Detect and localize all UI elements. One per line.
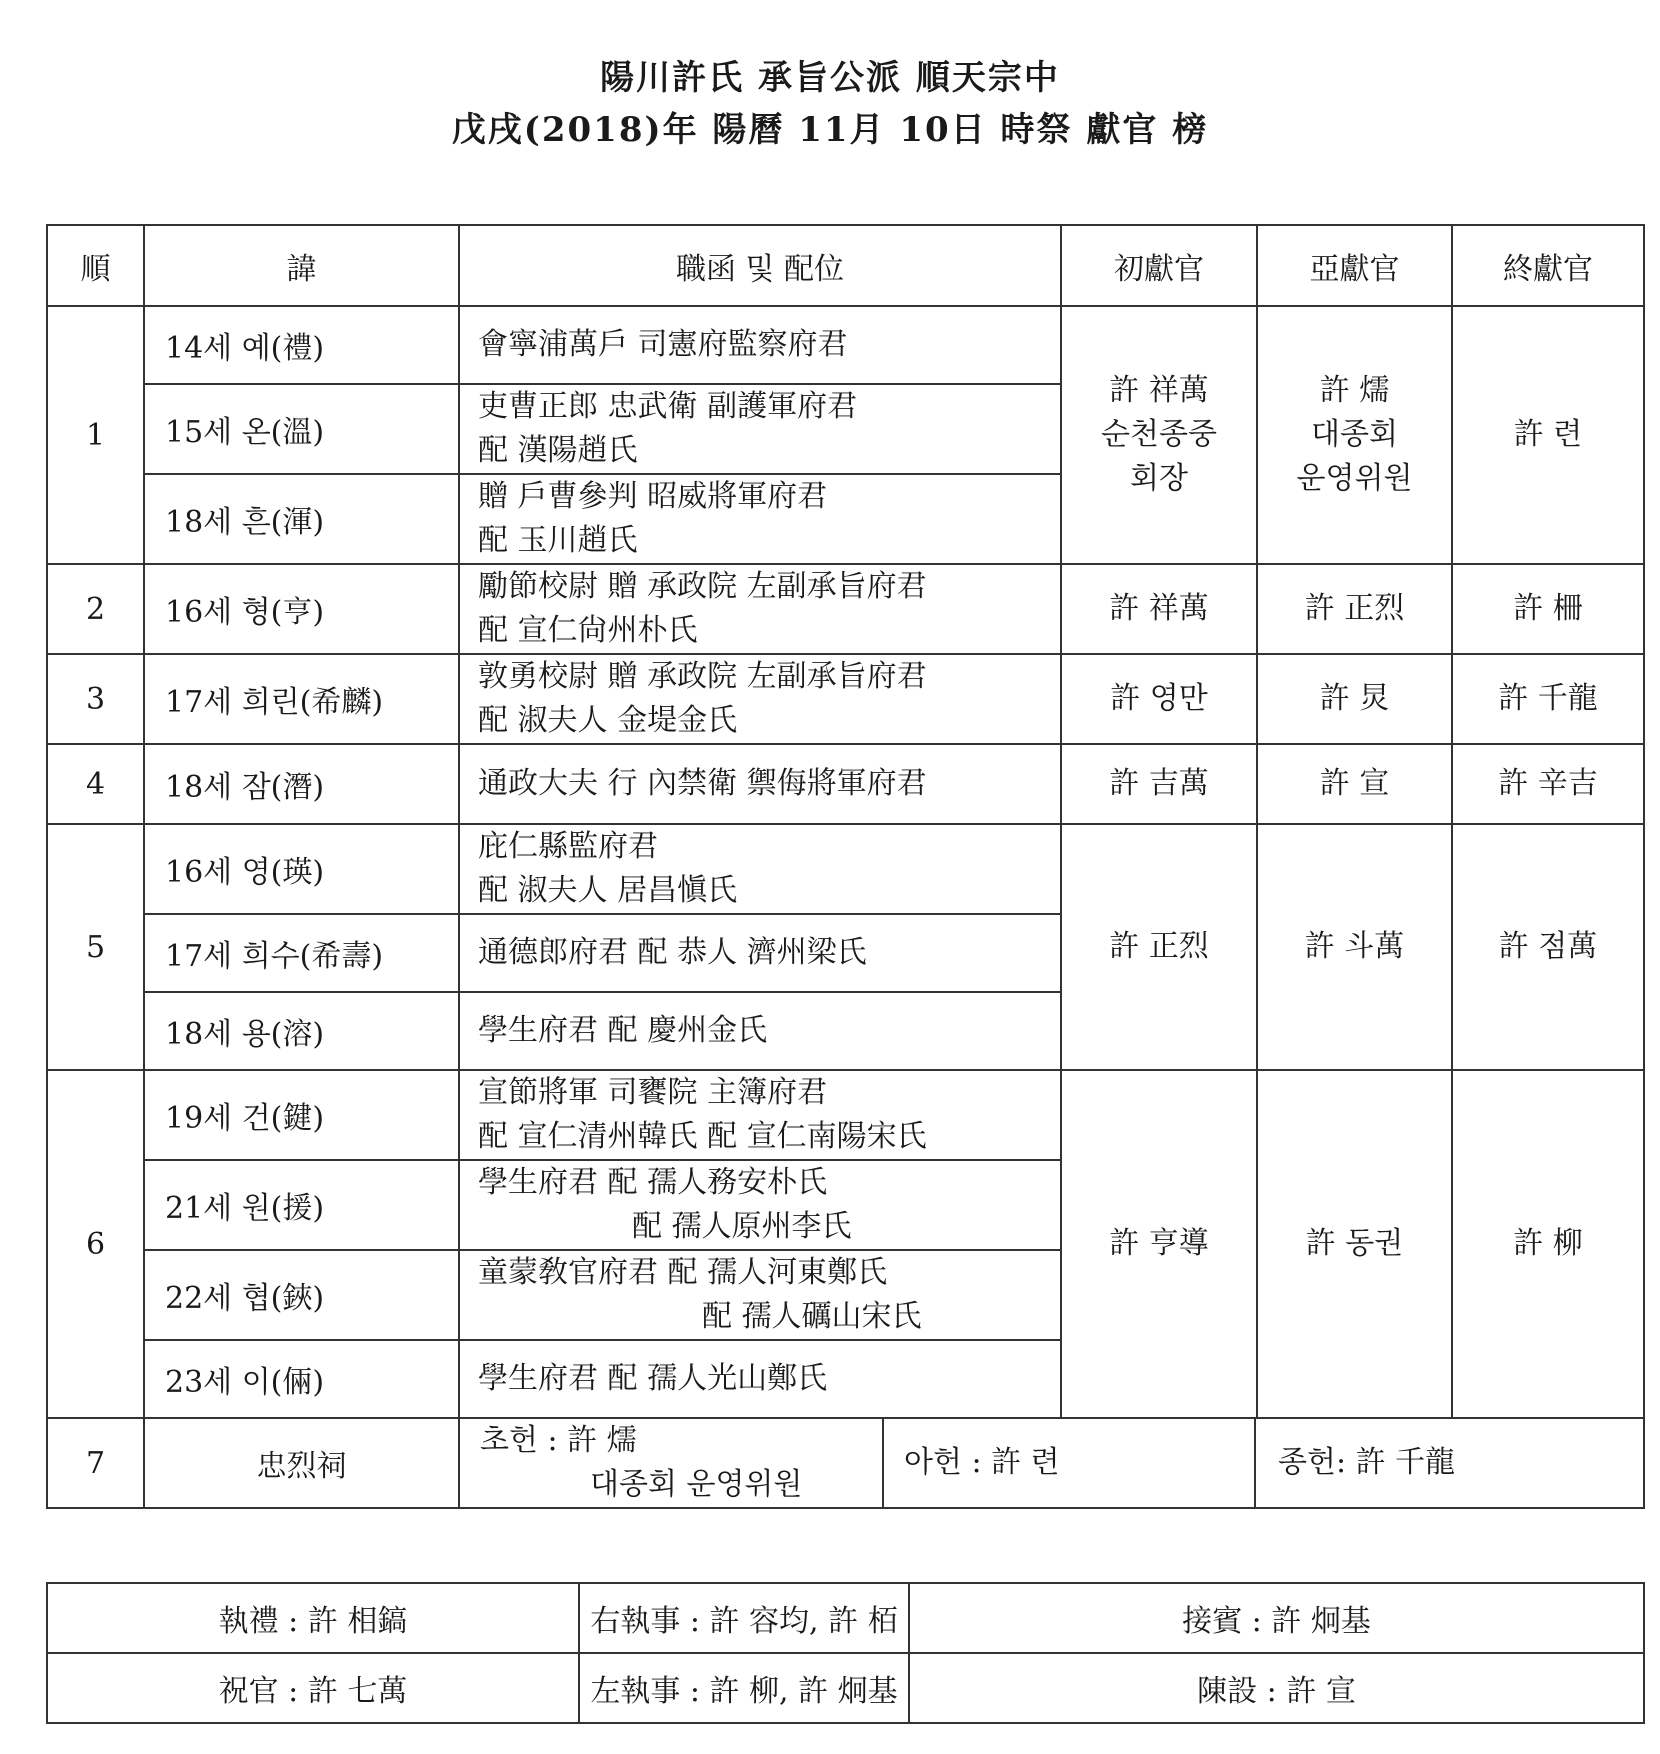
staff-cell: 祝官 : 許 七萬 <box>47 1653 579 1723</box>
final-officiant: 許 千龍 <box>1452 654 1644 744</box>
first-officiant: 許 祥萬 순천종중 회장 <box>1061 306 1257 564</box>
staff-cell: 左執事 : 許 柳, 許 炯基 <box>579 1653 909 1723</box>
table-row <box>47 1070 1644 1160</box>
shrine-name: 忠烈祠 <box>144 1418 459 1508</box>
second-officiant: 許 斗萬 <box>1257 824 1452 1070</box>
staff-cell: 陳設 : 許 宣 <box>909 1653 1644 1723</box>
staff-row <box>47 1653 1644 1723</box>
duty-text: 宣節將軍 司饔院 主簿府君 配 宣仁清州韓氏 配 宣仁南陽宋氏 <box>459 1070 1061 1160</box>
ancestor-name: 14세 예(禮) <box>144 306 459 384</box>
header-second-officiant: 亞獻官 <box>1257 225 1452 306</box>
final-officiant: 許 辛吉 <box>1452 744 1644 824</box>
table-row <box>47 654 1644 744</box>
table-row <box>47 824 1644 914</box>
ancestor-name: 16세 영(瑛) <box>144 824 459 914</box>
first-officiant-shrine: 초헌 : 許 燸 대종회 운영위원 <box>460 1419 884 1507</box>
first-officiant: 許 亨導 <box>1061 1070 1257 1418</box>
duty-text: 童蒙敎官府君 配 孺人河東鄭氏 配 孺人礪山宋氏 <box>459 1250 1061 1340</box>
order-number: 4 <box>47 744 144 824</box>
order-number: 6 <box>47 1070 144 1418</box>
table-row <box>47 306 1644 384</box>
table-row <box>47 564 1644 654</box>
duty-text: 敦勇校尉 贈 承政院 左副承旨府君 配 淑夫人 金堤金氏 <box>459 654 1061 744</box>
duty-text: 庇仁縣監府君 配 淑夫人 居昌愼氏 <box>459 824 1061 914</box>
final-officiant: 許 점萬 <box>1452 824 1644 1070</box>
duty-text: 學生府君 配 慶州金氏 <box>459 992 1061 1070</box>
ancestor-name: 17세 희수(希壽) <box>144 914 459 992</box>
second-officiant: 許 燸 대종회 운영위원 <box>1257 306 1452 564</box>
second-officiant: 許 炅 <box>1257 654 1452 744</box>
first-officiant: 許 영만 <box>1061 654 1257 744</box>
header-row <box>47 225 1644 306</box>
shrine-row <box>47 1418 1644 1508</box>
duty-text: 學生府君 配 孺人務安朴氏 配 孺人原州李氏 <box>459 1160 1061 1250</box>
header-final-officiant: 終獻官 <box>1452 225 1644 306</box>
officiant-table <box>46 224 1645 1509</box>
ancestor-name: 18세 흔(渾) <box>144 474 459 564</box>
duty-text: 通德郎府君 配 恭人 濟州梁氏 <box>459 914 1061 992</box>
ancestor-name: 17세 희린(希麟) <box>144 654 459 744</box>
order-number: 1 <box>47 306 144 564</box>
table-row <box>47 744 1644 824</box>
final-officiant: 許 련 <box>1452 306 1644 564</box>
order-number: 7 <box>47 1418 144 1508</box>
second-officiant: 許 宣 <box>1257 744 1452 824</box>
second-officiant: 許 동권 <box>1257 1070 1452 1418</box>
duty-text: 會寧浦萬戶 司憲府監察府君 <box>459 306 1061 384</box>
order-number: 5 <box>47 824 144 1070</box>
staff-cell: 右執事 : 許 容均, 許 栢 <box>579 1583 909 1653</box>
second-officiant: 許 正烈 <box>1257 564 1452 654</box>
ritual-staff-table <box>46 1582 1645 1724</box>
staff-cell: 接賓 : 許 炯基 <box>909 1583 1644 1653</box>
ancestor-name: 18세 용(溶) <box>144 992 459 1070</box>
first-officiant: 許 祥萬 <box>1061 564 1257 654</box>
ancestor-name: 16세 형(亨) <box>144 564 459 654</box>
order-number: 3 <box>47 654 144 744</box>
duty-text: 贈 戶曹參判 昭威將軍府君 配 玉川趙氏 <box>459 474 1061 564</box>
staff-row <box>47 1583 1644 1653</box>
ancestor-name: 15세 온(溫) <box>144 384 459 474</box>
title-line-2: 戊戌(2018)年 陽曆 11月 10日 時祭 獻官 榜 <box>451 110 1209 150</box>
first-officiant: 許 正烈 <box>1061 824 1257 1070</box>
header-name: 諱 <box>144 225 459 306</box>
title-line-1: 陽川許氏 承旨公派 順天宗中 <box>600 58 1060 98</box>
final-officiant: 許 柳 <box>1452 1070 1644 1418</box>
ancestor-name: 21세 원(援) <box>144 1160 459 1250</box>
ancestor-name: 23세 이(倆) <box>144 1340 459 1418</box>
duty-text: 勵節校尉 贈 承政院 左副承旨府君 配 宣仁尙州朴氏 <box>459 564 1061 654</box>
duty-text: 學生府君 配 孺人光山鄭氏 <box>459 1340 1061 1418</box>
order-number: 2 <box>47 564 144 654</box>
ancestor-name: 19세 건(鍵) <box>144 1070 459 1160</box>
second-officiant-shrine: 아헌 : 許 련 <box>884 1419 1256 1507</box>
staff-cell: 執禮 : 許 相鎬 <box>47 1583 579 1653</box>
ancestor-name: 22세 협(鋏) <box>144 1250 459 1340</box>
header-first-officiant: 初獻官 <box>1061 225 1257 306</box>
duty-text: 吏曹正郎 忠武衛 副護軍府君 配 漢陽趙氏 <box>459 384 1061 474</box>
duty-text: 通政大夫 行 內禁衛 禦侮將軍府君 <box>459 744 1061 824</box>
header-duty: 職函 및 配位 <box>459 225 1061 306</box>
ancestor-name: 18세 잠(潛) <box>144 744 459 824</box>
header-order: 順 <box>47 225 144 306</box>
final-officiant: 許 柵 <box>1452 564 1644 654</box>
first-officiant: 許 吉萬 <box>1061 744 1257 824</box>
final-officiant-shrine: 종헌: 許 千龍 <box>1278 1445 1456 1480</box>
